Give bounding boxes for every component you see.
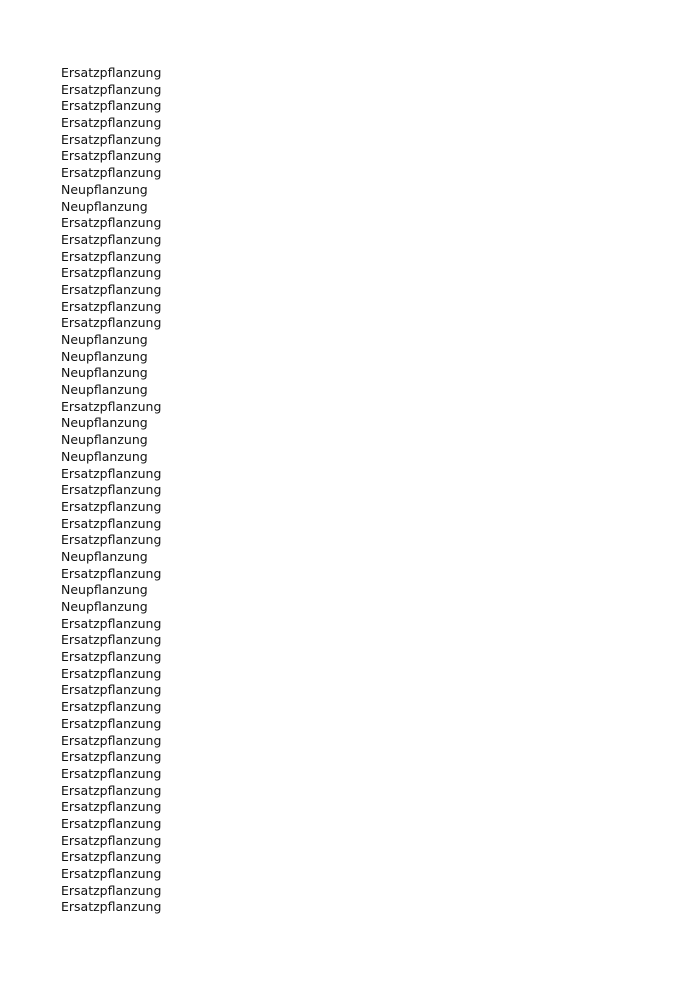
planting-type-entry: Ersatzpflanzung	[61, 465, 162, 481]
planting-type-entry: Neupflanzung	[61, 348, 148, 364]
planting-type-list	[61, 65, 161, 916]
planting-type-entry: Ersatzpflanzung	[61, 649, 162, 665]
planting-type-entry: Ersatzpflanzung	[61, 148, 162, 164]
planting-type-entry: Ersatzpflanzung	[61, 615, 162, 631]
planting-type-entry: Neupflanzung	[61, 448, 148, 464]
planting-type-entry: Ersatzpflanzung	[61, 498, 162, 514]
planting-type-entry: Ersatzpflanzung	[61, 532, 162, 548]
planting-type-entry: Ersatzpflanzung	[61, 515, 162, 531]
planting-type-entry: Ersatzpflanzung	[61, 131, 162, 147]
planting-type-entry: Ersatzpflanzung	[61, 665, 162, 681]
planting-type-entry: Neupflanzung	[61, 198, 148, 214]
planting-type-entry: Ersatzpflanzung	[61, 882, 162, 898]
planting-type-entry: Neupflanzung	[61, 332, 148, 347]
planting-type-entry: Ersatzpflanzung	[61, 682, 162, 698]
planting-type-entry: Ersatzpflanzung	[61, 732, 162, 748]
planting-type-entry: Neupflanzung	[61, 582, 148, 598]
planting-type-entry: Ersatzpflanzung	[61, 248, 162, 264]
planting-type-entry: Ersatzpflanzung	[61, 81, 162, 97]
planting-type-entry: Ersatzpflanzung	[61, 866, 162, 881]
planting-type-entry: Ersatzpflanzung	[61, 632, 162, 648]
planting-type-entry: Ersatzpflanzung	[61, 715, 162, 731]
planting-type-entry: Neupflanzung	[61, 415, 148, 431]
planting-type-entry: Ersatzpflanzung	[61, 265, 162, 281]
planting-type-entry: Neupflanzung	[61, 432, 148, 448]
planting-type-entry: Ersatzpflanzung	[61, 849, 162, 865]
planting-type-entry: Ersatzpflanzung	[61, 799, 162, 815]
planting-type-entry: Ersatzpflanzung	[61, 315, 162, 331]
planting-type-entry: Ersatzpflanzung	[61, 298, 162, 314]
planting-type-entry: Ersatzpflanzung	[61, 815, 162, 831]
planting-type-entry: Neupflanzung	[61, 382, 148, 398]
planting-type-entry: Ersatzpflanzung	[61, 832, 162, 848]
planting-type-entry: Ersatzpflanzung	[61, 281, 162, 297]
planting-type-entry: Ersatzpflanzung	[61, 782, 162, 798]
planting-type-entry: Neupflanzung	[61, 181, 148, 197]
planting-type-entry: Ersatzpflanzung	[61, 65, 162, 80]
planting-type-entry: Ersatzpflanzung	[61, 398, 162, 414]
planting-type-entry: Ersatzpflanzung	[61, 115, 162, 131]
planting-type-entry: Ersatzpflanzung	[61, 215, 162, 231]
planting-type-entry: Ersatzpflanzung	[61, 899, 162, 915]
planting-type-entry: Ersatzpflanzung	[61, 98, 162, 114]
planting-type-entry: Ersatzpflanzung	[61, 749, 162, 765]
planting-type-entry: Neupflanzung	[61, 599, 148, 614]
planting-type-entry: Ersatzpflanzung	[61, 565, 162, 581]
planting-type-entry: Ersatzpflanzung	[61, 482, 162, 498]
planting-type-entry: Neupflanzung	[61, 365, 148, 381]
planting-type-entry: Neupflanzung	[61, 548, 148, 564]
planting-type-entry: Ersatzpflanzung	[61, 765, 162, 781]
planting-type-entry: Ersatzpflanzung	[61, 165, 162, 181]
planting-type-entry: Ersatzpflanzung	[61, 231, 162, 247]
planting-type-entry: Ersatzpflanzung	[61, 699, 162, 715]
